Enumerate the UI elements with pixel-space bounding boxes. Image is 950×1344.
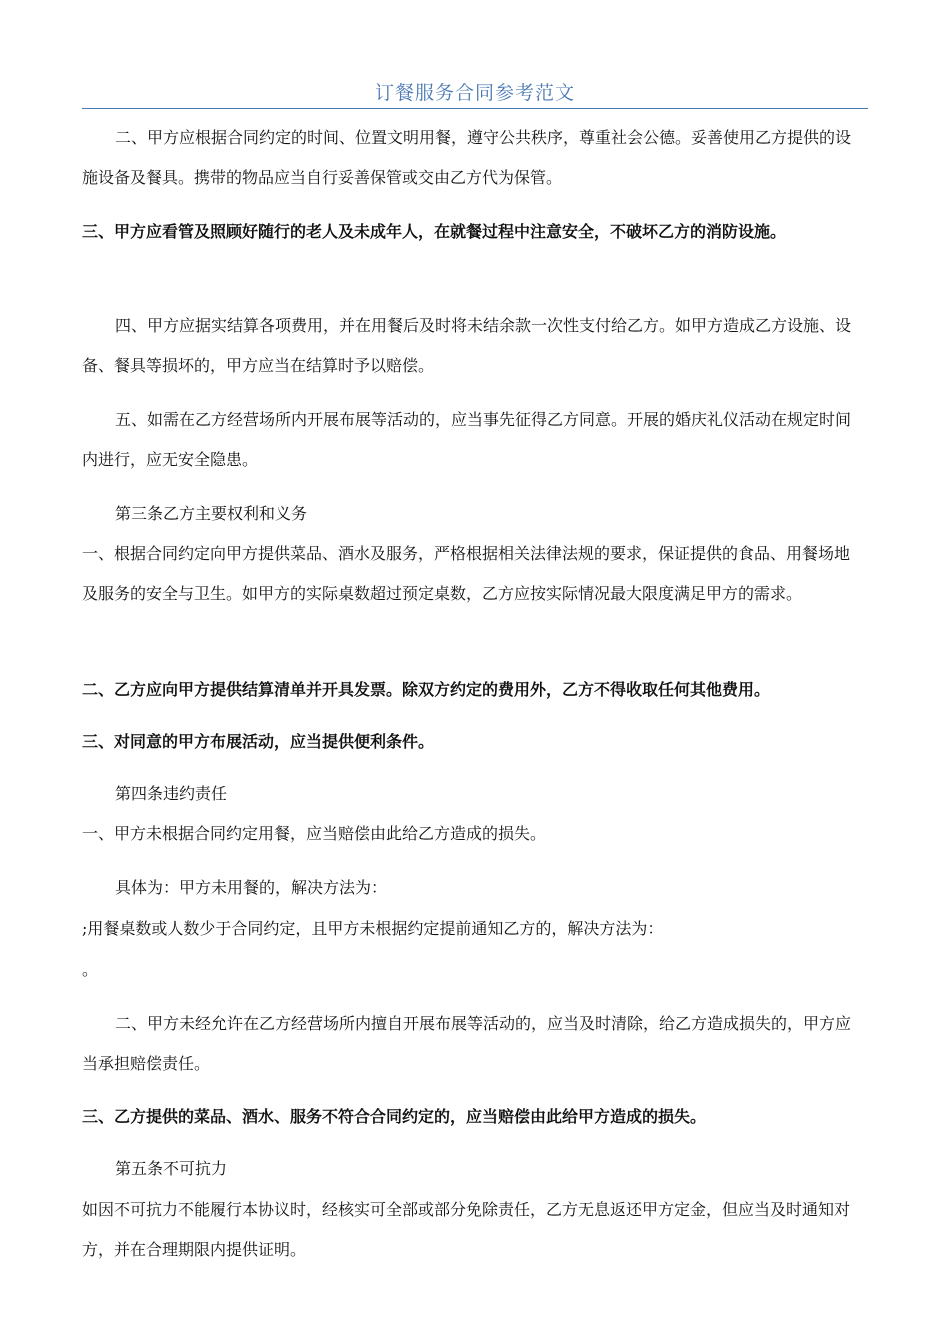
force-majeure-clause: 如因不可抗力不能履行本协议时，经核实可全部或部分免除责任，乙方无息返还甲方定金，但应当及时通知对方，并在合理期限内提供证明。 xyxy=(82,1200,851,1259)
liability-1-end: 。 xyxy=(82,960,99,979)
liability-2: 二、甲方未经允许在乙方经营场所内擅自开展布展等活动的，应当及时清除，给乙方造成损失的，甲方应当承担赔偿责任。 xyxy=(82,1014,852,1073)
clause-party-a-2: 二、甲方应根据合同约定的时间、位置文明用餐，遵守公共秩序，尊重社会公德。妥善使用乙方提供的设施设备及餐具。携带的物品应当自行妥善保管或交由乙方代为保管。 xyxy=(82,128,852,187)
article-5-heading: 第五条不可抗力 xyxy=(115,1159,228,1178)
clause-party-b-2: 二、乙方应向甲方提供结算清单并开具发票。除双方约定的费用外，乙方不得收取任何其他费用。 xyxy=(82,680,771,699)
clause-party-b-1: 一、根据合同约定向甲方提供菜品、酒水及服务，严格根据相关法律法规的要求，保证提供的食品、用餐场地及服务的安全与卫生。如甲方的实际桌数超过预定桌数，乙方应按实际情况最大限度满足甲方的需求。 xyxy=(82,544,851,603)
clause-party-a-3: 三、甲方应看管及照顾好随行的老人及未成年人，在就餐过程中注意安全，不破坏乙方的消防设施。 xyxy=(82,222,787,241)
liability-1-detail: 具体为：甲方未用餐的，解决方法为： xyxy=(115,878,388,897)
clause-party-b-3: 三、对同意的甲方布展活动，应当提供便利条件。 xyxy=(82,732,435,751)
document-title: 订餐服务合同参考范文 xyxy=(374,82,575,104)
clause-party-a-5: 五、如需在乙方经营场所内开展布展等活动的，应当事先征得乙方同意。开展的婚庆礼仪活动在规定时间内进行，应无安全隐患。 xyxy=(82,410,852,469)
page-header xyxy=(82,78,868,109)
liability-1-tables: ;用餐桌数或人数少于合同约定，且甲方未根据约定提前通知乙方的，解决方法为： xyxy=(82,919,664,938)
liability-3: 三、乙方提供的菜品、酒水、服务不符合合同约定的，应当赔偿由此给甲方造成的损失。 xyxy=(82,1107,707,1126)
article-4-heading: 第四条违约责任 xyxy=(115,784,228,803)
clause-party-a-4: 四、甲方应据实结算各项费用，并在用餐后及时将未结余款一次性支付给乙方。如甲方造成乙方设施、设备、餐具等损坏的，甲方应当在结算时予以赔偿。 xyxy=(82,316,852,375)
article-3-heading: 第三条乙方主要权利和义务 xyxy=(115,504,308,523)
liability-1: 一、甲方未根据合同约定用餐，应当赔偿由此给乙方造成的损失。 xyxy=(82,824,547,843)
